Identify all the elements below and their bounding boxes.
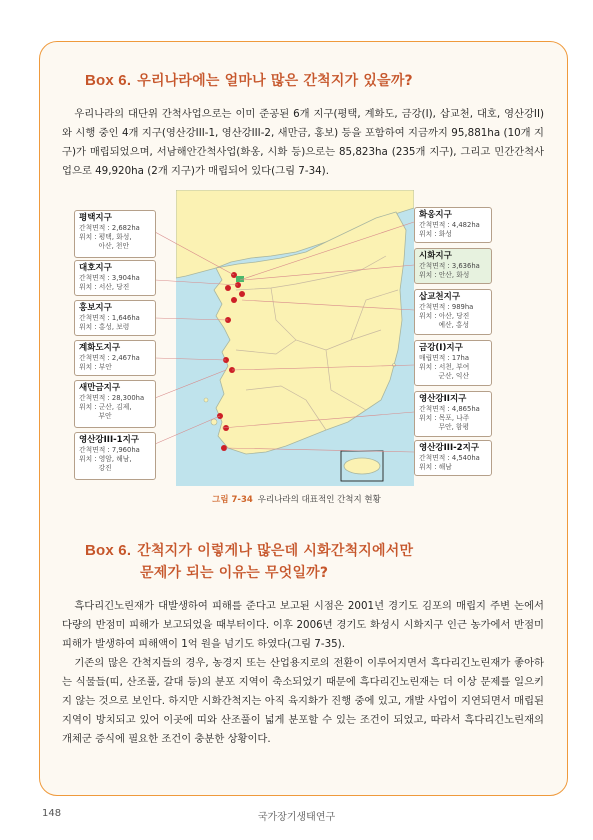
tag-pyeongtaek [74, 210, 156, 258]
page-number: 148 [42, 808, 62, 819]
tag-area: 간척면적 : 1,646ha [79, 314, 140, 322]
tag-location: 위치 : 평택, 화성, 아산, 천안 [79, 233, 132, 250]
figure-caption-text: 우리나라의 대표적인 간척지 현황 [257, 495, 381, 505]
tag-name: 대호지구 [79, 263, 112, 273]
tag-location: 위치 : 부안 [79, 363, 112, 371]
tag-sihwa [414, 248, 492, 284]
tag-area: 간척면적 : 2,682ha [79, 224, 140, 232]
figure-caption [0, 493, 593, 505]
box2-paragraph-1: 흑다리긴노린재가 대발생하여 피해를 준다고 보고된 시점은 2001년 경기도 김포의 매립지 주변 논에서 다량의 반점미 피해가 보고되었을 때부터이다. 이후 2006년 경기도 화성시 시화지구 인근 농가에서 반점미 피해가 발생하여 피해액이 1억 원을 넘기도 하였다(그림 7-35). [62, 600, 544, 650]
tag-location: 위치 : 서산, 당진 [79, 283, 130, 291]
tag-location: 위치 : 군산, 김제, 부안 [79, 403, 132, 420]
tag-location: 위치 : 화성 [419, 230, 452, 238]
box1-paragraph-text: 우리나라의 대단위 간척사업으로는 이미 준공된 6개 지구(평택, 계화도, 금강(I), 삽교천, 대호, 영산강II)와 시행 중인 4개 지구(영산강III-1, 영산강III-2, 새만금, 홍보) 등을 포함하여 지금까지 95,881ha (10개 지구)가 매립되었으며, 서남해안간척사업(화옹, 시화 등)으로는 85,823ha (235개 지구), 그리고 민간간척사업으로 49,920ha (2개 지구)가 매립되어 있다(그림 7-34). [62, 108, 544, 177]
tag-area: 간척면적 : 2,467ha [79, 354, 140, 362]
box2-label: Box 6. [85, 542, 132, 559]
tag-name: 시화지구 [419, 251, 452, 261]
tag-location: 위치 : 안산, 화성 [419, 271, 470, 279]
tag-name: 영산강II지구 [419, 394, 467, 404]
tag-yeongsan2 [414, 391, 492, 437]
tag-name: 금강(I)지구 [419, 343, 463, 353]
box2-paragraphs [62, 597, 544, 749]
tag-location: 위치 : 서천, 부여 군산, 익산 [419, 363, 470, 380]
tag-saemangeum [74, 380, 156, 428]
tag-yeongsan3-2 [414, 440, 492, 476]
tag-location: 위치 : 홍성, 보령 [79, 323, 130, 331]
box1-heading-text: 우리나라에는 얼마나 많은 간척지가 있을까? [137, 73, 413, 89]
tag-hongbo [74, 300, 156, 336]
tag-location: 위치 : 영암, 해남, 강진 [79, 455, 132, 472]
tag-sapgyocheon [414, 289, 492, 335]
tag-name: 계화도지구 [79, 343, 121, 353]
tag-area: 매립면적 : 17ha [419, 354, 469, 362]
tag-hwaong [414, 207, 492, 243]
tag-daeho [74, 260, 156, 296]
tag-area: 간척면적 : 989ha [419, 303, 474, 311]
footer-title: 국가장기생태연구 [257, 812, 336, 823]
tag-area: 간척면적 : 28,300ha [79, 394, 145, 402]
tag-area: 간척면적 : 4,482ha [419, 221, 480, 229]
tag-name: 새만금지구 [79, 383, 121, 393]
tag-name: 영산강III-2지구 [419, 443, 479, 453]
box2-heading-line2: 문제가 되는 이유는 무엇일까? [140, 565, 329, 581]
tag-name: 홍보지구 [79, 303, 112, 313]
tag-area: 간척면적 : 3,636ha [419, 262, 480, 270]
tag-area: 간척면적 : 7,960ha [79, 446, 140, 454]
tag-gyehwado [74, 340, 156, 376]
tag-geumgang1 [414, 340, 492, 386]
tag-location: 위치 : 목포, 나주 무안, 함평 [419, 414, 470, 431]
tag-name: 평택지구 [79, 213, 112, 223]
box2-heading-line1: 간척지가 이렇게나 많은데 시화간척지에서만 [137, 543, 414, 559]
tag-name: 영산강III-1지구 [79, 435, 139, 445]
tag-name: 화옹지구 [419, 210, 452, 220]
tag-yeongsan3-1 [74, 432, 156, 480]
box2-paragraph-2: 기존의 많은 간척지들의 경우, 농경지 또는 산업용지로의 전환이 이루어지면서 흑다리긴노린재가 좋아하는 식물들(띠, 산조풀, 갈대 등)의 분포 지역이 축소되었기 때문에 흑다리긴노린재는 더 이상 문제를 일으키지 않는 것으로 보인다. 하지만 시화간척지는 아직 육지화가 진행 중에 있고, 개발 사업이 지연되면서 매립된 지역이 방치되고 있어 이곳에 띠와 산조풀이 넓게 분포할 수 있는 조건이 되었고, 따라서 흑다리긴노린재의 개체군 증식에 필요한 조건이 충분한 상황이다. [62, 657, 544, 745]
tag-area: 간척면적 : 4,865ha [419, 405, 480, 413]
tag-area: 간척면적 : 3,904ha [79, 274, 140, 282]
tag-location: 위치 : 해남 [419, 463, 452, 471]
tag-location: 위치 : 아산, 당진 예산, 홍성 [419, 312, 470, 329]
figure-number: 그림 7-34 [212, 495, 253, 505]
box1-label: Box 6. [85, 72, 132, 89]
box2-heading [85, 540, 413, 584]
tag-area: 간척면적 : 4,540ha [419, 454, 480, 462]
tag-name: 삽교천지구 [419, 292, 461, 302]
